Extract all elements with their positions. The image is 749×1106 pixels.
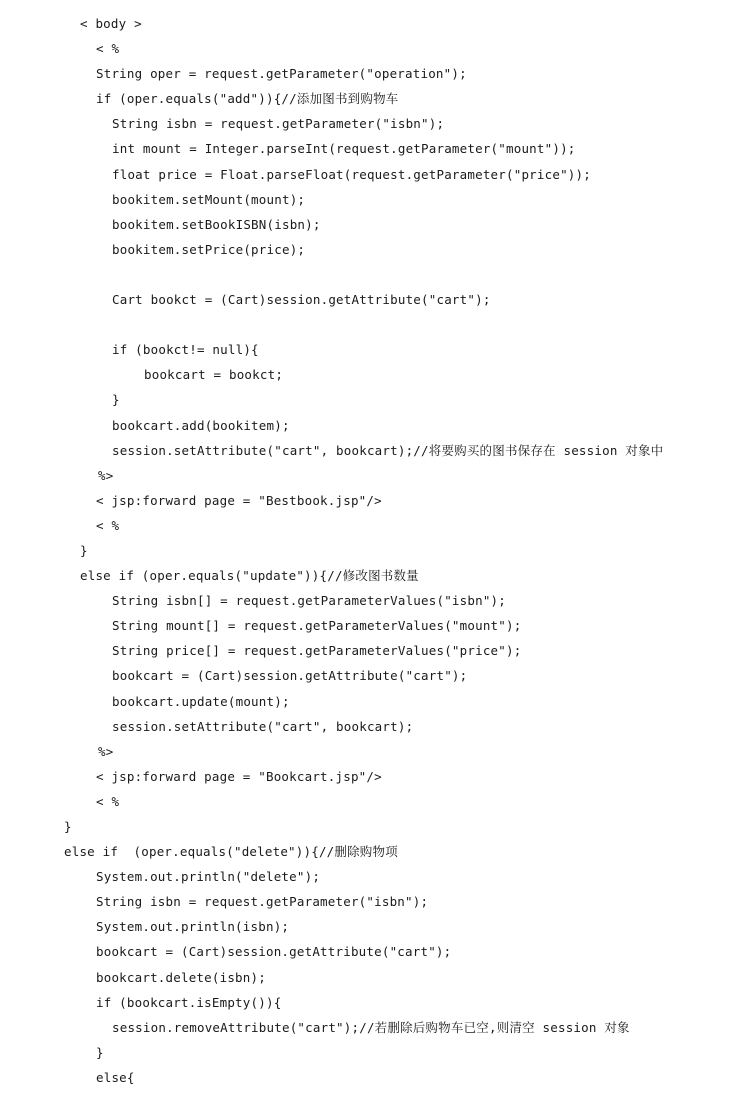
code-line: < body > bbox=[80, 16, 142, 31]
code-line: bookcart.add(bookitem); bbox=[112, 417, 290, 433]
code-line: session.setAttribute("cart", bookcart);//将要购买的图书保存在 session 对象中 bbox=[112, 442, 664, 458]
code-line: < jsp:forward page = "Bookcart.jsp"/> bbox=[96, 768, 382, 784]
code-line: if (bookcart.isEmpty()){ bbox=[96, 994, 282, 1010]
code-line: bookcart = (Cart)session.getAttribute("cart"); bbox=[112, 668, 468, 684]
code-line: float price = Float.parseFloat(request.getParameter("price")); bbox=[112, 166, 591, 182]
code-line: bookitem.setMount(mount); bbox=[112, 191, 306, 207]
code-line: String oper = request.getParameter("operation"); bbox=[96, 66, 467, 82]
code-line: } bbox=[64, 819, 72, 834]
code-line: System.out.println(isbn); bbox=[96, 919, 290, 935]
code-line: bookitem.setPrice(price); bbox=[112, 241, 306, 257]
code-line: String mount[] = request.getParameterValues("mount"); bbox=[112, 618, 522, 634]
code-line: String price[] = request.getParameterValues("price"); bbox=[112, 643, 522, 659]
code-line: %> bbox=[98, 743, 114, 759]
code-line bbox=[0, 262, 749, 287]
code-line: String isbn = request.getParameter("isbn"); bbox=[112, 116, 445, 132]
code-line: bookcart.delete(isbn); bbox=[96, 969, 266, 985]
code-line: } bbox=[112, 392, 120, 408]
code-line: bookcart.update(mount); bbox=[112, 693, 290, 709]
code-line: session.removeAttribute("cart");//若删除后购物车已空,则清空 session 对象 bbox=[112, 1019, 630, 1035]
code-line: System.out.println("delete"); bbox=[96, 869, 321, 885]
code-line: Cart bookct = (Cart)session.getAttribute("cart"); bbox=[112, 292, 491, 308]
code-line: < % bbox=[96, 793, 120, 809]
code-line: String isbn[] = request.getParameterValues("isbn"); bbox=[112, 593, 507, 609]
code-line: bookitem.setBookISBN(isbn); bbox=[112, 216, 321, 232]
code-line: else{ bbox=[96, 1069, 135, 1085]
code-line: if (oper.equals("add")){//添加图书到购物车 bbox=[96, 91, 399, 107]
code-line: < jsp:forward page = "Bestbook.jsp"/> bbox=[96, 492, 382, 508]
code-listing bbox=[0, 11, 749, 1090]
code-line: } bbox=[80, 542, 88, 558]
code-line: String isbn = request.getParameter("isbn"); bbox=[96, 894, 429, 910]
code-line: int mount = Integer.parseInt(request.getParameter("mount")); bbox=[112, 141, 576, 157]
code-line: else if (oper.equals("update")){//修改图书数量 bbox=[80, 568, 419, 584]
code-line: if (bookct!= null){ bbox=[112, 342, 259, 358]
code-line: } bbox=[96, 1044, 104, 1060]
code-line: bookcart = bookct; bbox=[144, 367, 284, 383]
code-line: session.setAttribute("cart", bookcart); bbox=[112, 718, 414, 734]
code-line: < % bbox=[96, 41, 120, 57]
code-line bbox=[0, 312, 749, 337]
code-line: < % bbox=[96, 517, 120, 533]
code-line: else if (oper.equals("delete")){//删除购物项 bbox=[64, 844, 398, 860]
code-line: bookcart = (Cart)session.getAttribute("cart"); bbox=[96, 944, 452, 960]
code-line: %> bbox=[98, 467, 114, 483]
